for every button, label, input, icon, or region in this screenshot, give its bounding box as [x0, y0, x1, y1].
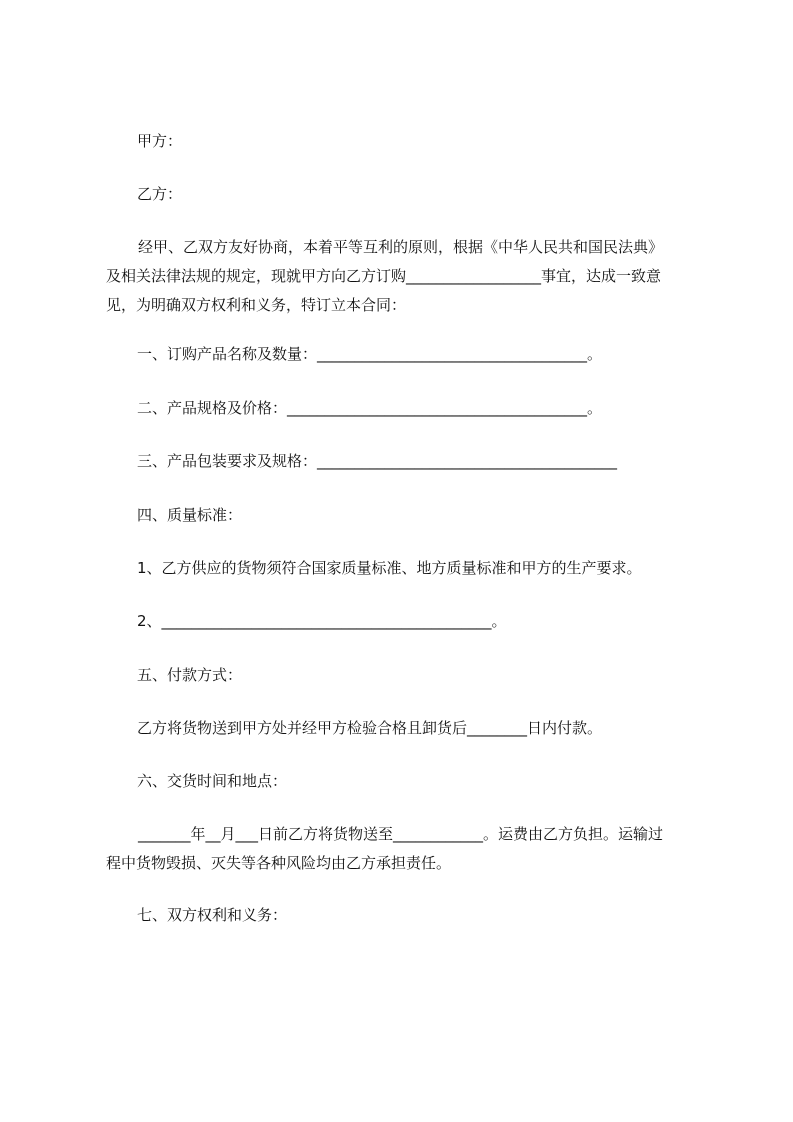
section-4-item-2: 2、____________________________________________。	[137, 612, 507, 630]
section-1-product-quantity: 一、订购产品名称及数量：____________________________________。	[137, 345, 603, 363]
intro-line-3: 见，为明确双方权利和义务，特订立本合同：	[106, 296, 407, 314]
section-7-heading: 七、双方权利和义务：	[137, 906, 288, 924]
party-b-label: 乙方：	[137, 185, 183, 203]
section-3-packaging: 三、产品包装要求及规格：________________________________________	[137, 452, 618, 470]
intro-line-2: 及相关法律法规的规定，现就甲方向乙方订购__________________事宜，达成一致意	[106, 267, 662, 285]
section-6-line-1: _______年__月___日前乙方将货物送至____________。运费由乙方负担。运输过	[138, 825, 664, 843]
party-a-label: 甲方：	[137, 132, 183, 150]
section-5-heading: 五、付款方式：	[137, 666, 243, 684]
section-6-heading: 六、交货时间和地点：	[137, 772, 288, 790]
section-4-item-1: 1、乙方供应的货物须符合国家质量标准、地方质量标准和甲方的生产要求。	[137, 559, 642, 577]
section-4-heading: 四、质量标准：	[137, 506, 243, 524]
section-2-spec-price: 二、产品规格及价格：________________________________________。	[137, 399, 603, 417]
intro-line-1: 经甲、乙双方友好协商，本着平等互利的原则，根据《中华人民共和国民法典》	[138, 238, 664, 256]
section-6-line-2: 程中货物毁损、灭失等各种风险均由乙方承担责任。	[106, 854, 452, 872]
section-5-text: 乙方将货物送到甲方处并经甲方检验合格且卸货后________日内付款。	[137, 719, 603, 737]
